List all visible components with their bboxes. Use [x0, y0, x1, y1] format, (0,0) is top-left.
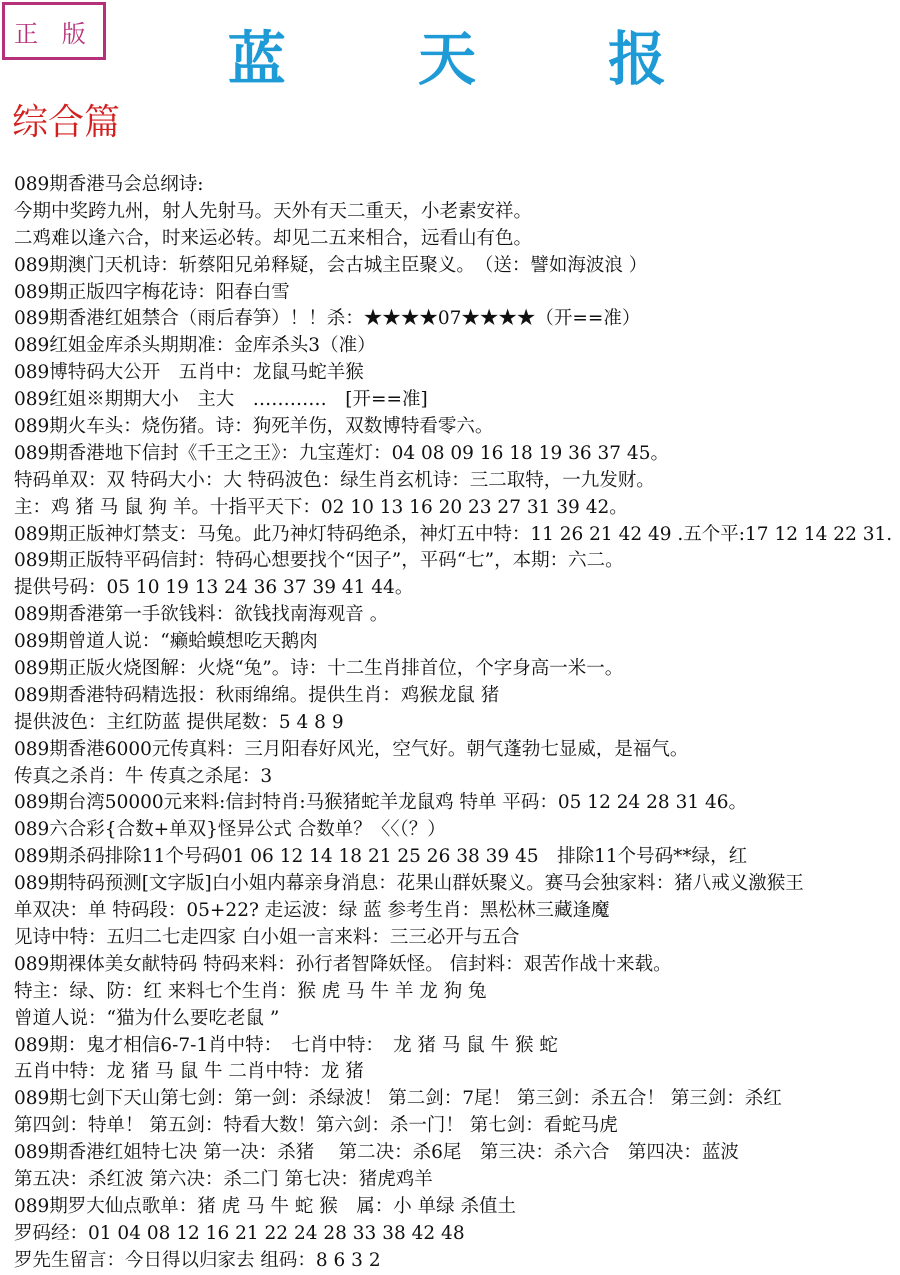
- text-line: 089期特码预测[文字版]白小姐内幕亲身消息：花果山群妖聚义。赛马会独家料：猪八戒义激猴王: [14, 873, 804, 895]
- text-line: 罗先生留言：今日得以归家去 组码：8 6 3 2: [14, 1249, 381, 1271]
- text-line: 089期香港6000元传真料：三月阳春好风光，空气好。朝气蓬勃七显威，是福气。: [14, 738, 689, 760]
- newspaper-title: 蓝 天 报: [227, 25, 723, 93]
- text-line: 089期裸体美女献特码 特码来料：孙行者智降妖怪。 信封料：艰苦作战十来载。: [14, 953, 672, 975]
- text-line: 089期正版四字梅花诗：阳春白雪: [14, 281, 290, 303]
- text-line: 第五决：杀红波 第六决：杀二门 第七决：猪虎鸡羊: [14, 1168, 433, 1190]
- text-line: 089红姐※期期大小 主大 ………… [开==准]: [14, 389, 428, 411]
- text-line: 089期正版特平码信封：特码心想要找个“因子”，平码“七”，本期：六二。: [14, 550, 624, 572]
- text-line: 089期曾道人说：“癞蛤蟆想吃天鹅肉: [14, 631, 318, 653]
- text-line: 089期香港红姐禁合（雨后春笋）！！杀：★★★★07★★★★（开==准）: [14, 308, 641, 330]
- text-line: 089期杀码排除11个号码01 06 12 14 18 21 25 26 38 39 45 排除11个号码**绿，红: [14, 846, 748, 868]
- text-line: 089期：鬼才相信6-7-1肖中特： 七肖中特： 龙 猪 马 鼠 牛 猴 蛇: [14, 1034, 558, 1056]
- text-line: 089期香港地下信封《千王之王》：九宝莲灯：04 08 09 16 18 19 36 37 45。: [14, 442, 669, 464]
- content-lines: [14, 172, 898, 1275]
- text-line: 二鸡难以逢六合，时来运必转。却见二五来相合，远看山有色。: [14, 227, 533, 249]
- text-line: 089期香港马会总纲诗:: [14, 174, 204, 195]
- text-line: 传真之杀肖：牛 传真之杀尾：3: [14, 765, 273, 787]
- text-line: 089期香港红姐特七决 第一决：杀猪 第二决：杀6尾 第三决：杀六合 第四决：蓝波: [14, 1142, 739, 1164]
- text-line: 089六合彩{合数+单双}怪异公式 合数单？〈〈（？）: [14, 819, 446, 841]
- text-line: 罗码经：01 04 08 12 16 21 22 24 28 33 38 42 48: [14, 1222, 465, 1244]
- text-line: 089期罗大仙点歌单：猪 虎 马 牛 蛇 猴 属：小 单绿 杀值土: [14, 1195, 516, 1217]
- text-line: 五肖中特：龙 猪 马 鼠 牛 二肖中特：龙 猪: [14, 1061, 364, 1083]
- text-line: 曾道人说：“猫为什么要吃老鼠 ”: [14, 1007, 280, 1029]
- text-line: 089期香港第一手欲钱料：欲钱找南海观音 。: [14, 604, 389, 626]
- text-line: 089期正版神灯禁支：马兔。此乃神灯特码绝杀，神灯五中特：11 26 21 42 49 .五个平:17 12 14 22 31.: [14, 523, 893, 545]
- text-line: 提供波色：主红防蓝 提供尾数：5 4 8 9: [14, 711, 344, 733]
- text-line: 089红姐金库杀头期期准：金库杀头3（准）: [14, 335, 376, 357]
- section-heading: 综合篇: [12, 102, 121, 143]
- text-line: 第四剑：特单！ 第五剑：特看大数！第六剑：杀一门！ 第七剑：看蛇马虎: [14, 1115, 618, 1137]
- text-line: 提供号码：05 10 19 13 24 36 37 39 41 44。: [14, 577, 414, 599]
- text-line: 特主：绿、防：红 来料七个生肖：猴 虎 马 牛 羊 龙 狗 兔: [14, 980, 487, 1002]
- text-line: 今期中奖跨九州，射人先射马。天外有天二重天，小老素安祥。: [14, 200, 533, 222]
- text-line: 主：鸡 猪 马 鼠 狗 羊。十指平天下：02 10 13 16 20 23 27 31 39 42。: [14, 496, 628, 518]
- text-line: 089期台湾50000元来料:信封特肖:马猴猪蛇羊龙鼠鸡 特单 平码：05 12 24 28 31 46。: [14, 792, 748, 814]
- text-line: 089博特码大公开 五肖中：龙鼠马蛇羊猴: [14, 362, 364, 384]
- text-line: 单双决：单 特码段：05+22? 走运波：绿 蓝 参考生肖：黑松林三藏逢魔: [14, 900, 610, 922]
- text-line: 089期七剑下天山第七剑：第一剑：杀绿波！ 第二剑：7尾！ 第三剑：杀五合！ 第三剑：杀红: [14, 1088, 782, 1110]
- text-line: 089期澳门天机诗：斩蔡阳兄弟释疑，会古城主臣聚义。 （送：譬如海波浪 ）: [14, 254, 648, 276]
- genuine-edition-badge: 正 版: [2, 2, 106, 60]
- text-line: 089期正版火烧图解：火烧“兔”。诗：十二生肖排首位，个字身高一米一。: [14, 658, 624, 680]
- text-line: 见诗中特：五归二七走四家 白小姐一言来料：三三必开与五合: [14, 926, 520, 948]
- text-line: 特码单双：双 特码大小：大 特码波色：绿生肖玄机诗：三二取特，一九发财。: [14, 469, 655, 491]
- text-line: 089期火车头：烧伤猪。诗：狗死羊伤，双数博特看零六。: [14, 416, 494, 438]
- text-line: 089期香港特码精选报：秋雨绵绵。提供生肖：鸡猴龙鼠 猪: [14, 684, 500, 706]
